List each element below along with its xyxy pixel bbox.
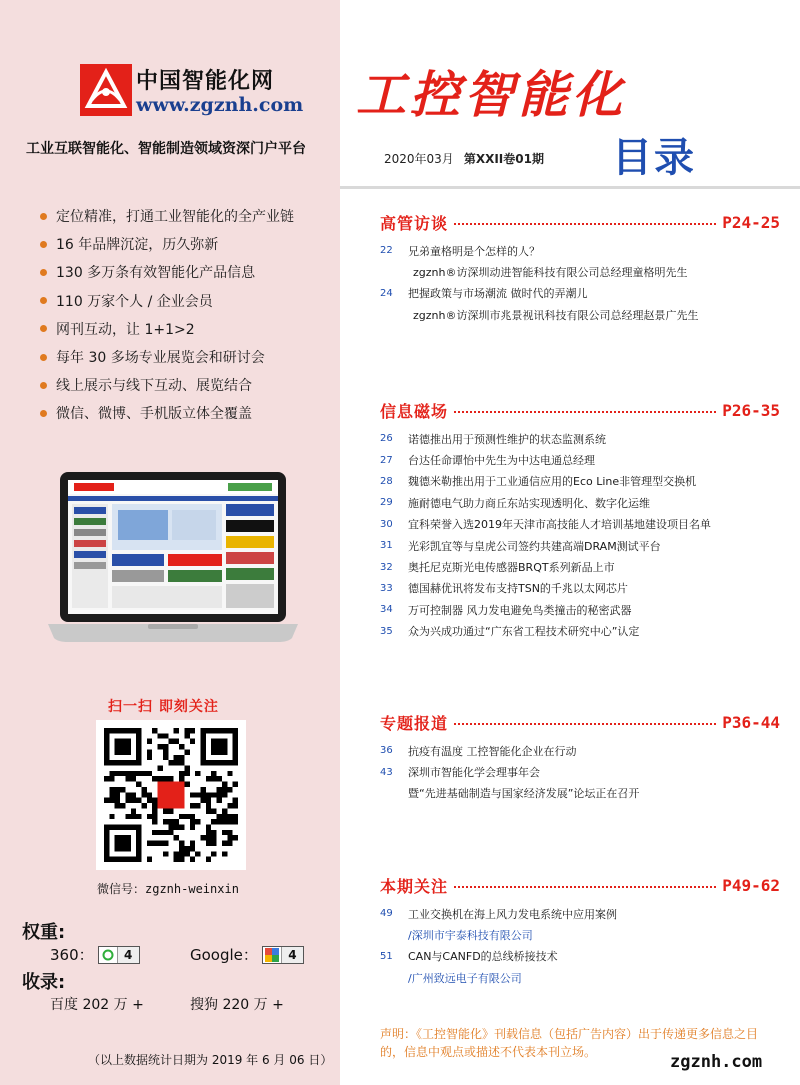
- toc-entry[interactable]: 36 抗疫有温度 工控智能化企业在行动: [380, 744, 577, 758]
- weight-heading: 权重:: [22, 922, 66, 943]
- feature-item: 16 年品牌沉淀，历久弥新: [40, 230, 294, 258]
- toc-entry[interactable]: 33 德国赫优讯将发布支持TSN的千兆以太网芯片: [380, 582, 628, 596]
- rank-google-badge: 4: [262, 946, 304, 964]
- issue-info: [384, 150, 544, 167]
- google-icon: [263, 947, 281, 963]
- toc-entry[interactable]: 30 宜科荣誉入选2019年天津市高技能人才培训基地建设项目名单: [380, 518, 711, 532]
- bullet-icon: [40, 354, 47, 361]
- toc-entry-sub: zgznh®访深圳动进智能科技有限公司总经理童格明先生: [413, 266, 688, 280]
- feature-item: 微信、微博、手机版立体全覆盖: [40, 399, 294, 427]
- toc-entry[interactable]: 51 CAN与CANFD的总线桥接技术: [380, 950, 558, 964]
- section-header: 专题报道 P36-44: [380, 712, 780, 733]
- toc-entry[interactable]: 49 工业交换机在海上风力发电系统中应用案例: [380, 907, 617, 921]
- 360-search-icon: [99, 947, 117, 963]
- laptop-website-illustration: [48, 470, 298, 645]
- feature-item: 定位精准，打通工业智能化的全产业链: [40, 202, 294, 230]
- toc-entry[interactable]: 43 深圳市智能化学会理事年会: [380, 766, 540, 780]
- toc-entry[interactable]: 31 光彩凯宜等与皇虎公司签约共建高端DRAM测试平台: [380, 539, 661, 553]
- qr-code-icon: [104, 728, 238, 862]
- index-heading: 收录:: [22, 972, 66, 993]
- toc-entry-sub: zgznh®访深圳市兆景视讯科技有限公司总经理赵景广先生: [413, 308, 699, 322]
- section-special-report: [380, 710, 780, 804]
- toc-entry[interactable]: 32 奥托尼克斯光电传感器BRQT系列新品上市: [380, 561, 615, 575]
- rank-360-badge: 4: [98, 946, 140, 964]
- toc-entry-company: /深圳市宇泰科技有限公司: [408, 929, 533, 943]
- feature-item: 110 万家个人 / 企业会员: [40, 287, 294, 315]
- feature-item: 线上展示与线下互动、展览结合: [40, 371, 294, 399]
- toc-entry[interactable]: 26 诺德推出用于预测性维护的状态监测系统: [380, 432, 606, 446]
- rank-google: Google： 4: [190, 944, 304, 965]
- toc-entry[interactable]: 27 台达任命谭怡中先生为中达电通总经理: [380, 454, 595, 468]
- tagline: 工业互联智能化、智能制造领域资深门户平台: [26, 141, 306, 157]
- stat-date-note: （以上数据统计日期为 2019 年 6 月 06 日）: [88, 1053, 333, 1067]
- section-executive-interview: [380, 210, 780, 326]
- sidebar: [0, 0, 340, 1085]
- issue-volume: 第XXII卷01期: [463, 152, 544, 166]
- feature-item: 网刊互动，让 1+1>2: [40, 315, 294, 343]
- feature-item: 每年 30 多场专业展览会和研讨会: [40, 343, 294, 371]
- bullet-icon: [40, 269, 47, 276]
- issue-date: 2020年03月: [384, 152, 454, 166]
- section-focus: [380, 873, 780, 989]
- logo-name: 中国智能化网: [136, 69, 275, 94]
- index-sogou: 搜狗 220 万 +: [190, 997, 284, 1013]
- bullet-icon: [40, 410, 47, 417]
- rank-360: 360： 4: [50, 944, 140, 965]
- feature-item: 130 多万条有效智能化产品信息: [40, 258, 294, 286]
- toc-entry-company: /广州致远电子有限公司: [408, 971, 522, 985]
- bullet-icon: [40, 325, 47, 332]
- disclaimer: 声明：《工控智能化》刊载信息（包括广告内容）出于传递更多信息之目的，信息中观点或描述不代表本刊立场。: [380, 1027, 759, 1059]
- toc-entry-sub: 暨“先进基础制造与国家经济发展”论坛正在召开: [408, 787, 640, 801]
- toc-entry[interactable]: 35 众为兴成功通过“广东省工程技术研究中心”认定: [380, 625, 640, 639]
- site-logo[interactable]: [78, 62, 304, 122]
- qr-code[interactable]: [96, 720, 246, 870]
- header-divider: [340, 186, 800, 189]
- logo-url[interactable]: www.zgznh.com: [136, 94, 304, 116]
- site-url-footer[interactable]: zgznh.com: [670, 1052, 763, 1072]
- brand-title: [356, 60, 656, 130]
- section-header: 高管访谈 P24-25: [380, 212, 780, 233]
- bullet-icon: [40, 241, 47, 248]
- bullet-icon: [40, 382, 47, 389]
- feature-list: [40, 202, 294, 428]
- toc-entry[interactable]: 24 把握政策与市场潮流 做时代的弄潮儿: [380, 287, 588, 301]
- toc-entry[interactable]: 29 施耐德电气助力商丘东站实现透明化、数字化运维: [380, 496, 650, 510]
- toc-entry[interactable]: 34 万可控制器 风力发电避免鸟类撞击的秘密武器: [380, 603, 632, 617]
- wechat-id: 微信号：zgznh-weinxin: [97, 882, 239, 896]
- section-news-field: [380, 398, 780, 642]
- toc-title: 目录: [612, 135, 696, 181]
- section-header: 信息磁场 P26-35: [380, 400, 780, 421]
- toc-entry[interactable]: 22 兄弟童格明是个怎样的人？: [380, 244, 540, 258]
- index-baidu: 百度 202 万 +: [50, 997, 144, 1013]
- scan-follow-title: 扫一扫 即刻关注: [108, 699, 219, 715]
- section-header: 本期关注 P49-62: [380, 875, 780, 896]
- toc-entry[interactable]: 28 魏德米勒推出用于工业通信应用的Eco Line非管理型交换机: [380, 475, 697, 489]
- zgznh-logo-icon: [78, 62, 134, 118]
- bullet-icon: [40, 297, 47, 304]
- bullet-icon: [40, 213, 47, 220]
- svg-text:工控智能化: 工控智能化: [356, 65, 626, 124]
